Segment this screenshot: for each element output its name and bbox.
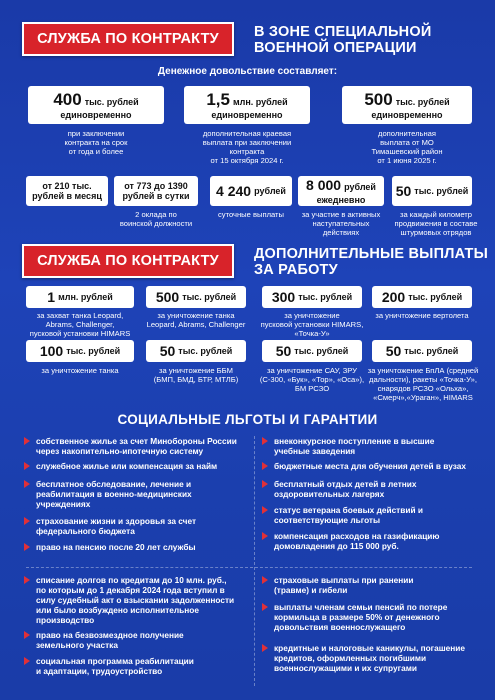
caption-helicopter: за уничтожение вертолета [375,311,469,320]
benefit-item [262,505,476,525]
row-divider [26,567,472,568]
triangle-bullet-icon [24,543,30,551]
benefit-text: страхование жизни и здоровья за счет федерального бюджета [36,516,197,536]
caption-sau: за уничтожение САУ, ЗРУ (С-300, «Бук», «Тор», «Оса»), БМ РСЗО [259,366,365,393]
benefit-item [24,656,252,676]
benefit-item [24,630,252,650]
triangle-bullet-icon [262,532,268,540]
caption-500k: дополнительная выплата от МО Тимашевский район от 1 июня 2025 г. [371,129,443,165]
triangle-bullet-icon [262,576,268,584]
column-divider [254,436,255,686]
caption-2-salaries: 2 оклада по воинской должности [119,210,193,228]
pay-subhead: Денежное довольствие составляет: [157,66,338,77]
triangle-bullet-icon [262,437,268,445]
card-300k: 300 тыс. рублей [262,286,362,308]
benefit-item [262,643,476,673]
triangle-bullet-icon [262,506,268,514]
triangle-bullet-icon [262,603,268,611]
benefit-item [262,461,476,471]
card-500k-tank: 500 тыс. рублей [146,286,246,308]
caption-tank: за уничтожение танка [41,366,119,375]
benefit-text: бесплатное обследование, лечение и реабилитация в военно-медицинских учреждениях [36,479,192,509]
triangle-bullet-icon [24,437,30,445]
benefit-text: бюджетные места для обучения детей в вузах [274,461,466,471]
card-400k: 400 тыс. рублей единовременно [28,86,164,124]
benefit-text: право на пенсию после 20 лет службы [36,542,196,552]
headline-extra-payments: ДОПОЛНИТЕЛЬНЫЕ ВЫПЛАТЫ ЗА РАБОТУ [254,246,488,278]
benefit-item [262,436,476,456]
caption-active-actions: за участие в активных наступательных действиях [301,210,381,237]
ribbon-text: СЛУЖБА ПО КОНТРАКТУ [37,31,219,47]
benefit-text: выплаты членам семьи пенсий по потере кормильца в размере 50% от денежного довольствия военнослужащего [274,602,448,632]
benefit-item [262,479,476,499]
benefit-text: списание долгов по кредитам до 10 млн. руб., по которым до 1 декабря 2024 года вступил в силу судебный акт о взыскании задолженности или было возбуждено исполнительное производство [36,575,235,625]
card-500k: 500 тыс. рублей единовременно [342,86,472,124]
benefit-item [24,575,252,625]
benefit-text: кредитные и налоговые каникулы, погашение кредитов, оформленных погибшими военнослужащими и их супругами [274,643,465,673]
card-50k-sau: 50 тыс. рублей [262,340,362,362]
card-773-1390-day: от 773 до 1390 рублей в сутки [114,176,198,206]
benefit-item [262,531,476,551]
triangle-bullet-icon [24,576,30,584]
ribbon-text: СЛУЖБА ПО КОНТРАКТУ [37,253,219,269]
card-200k: 200 тыс. рублей [372,286,472,308]
triangle-bullet-icon [24,517,30,525]
triangle-bullet-icon [262,644,268,652]
benefit-text: право на безвозмездное получение земельного участка [36,630,184,650]
benefit-item [262,602,476,632]
ribbon-contract-service-2 [22,244,234,278]
triangle-bullet-icon [24,462,30,470]
benefit-text: собственное жилье за счет Минобороны России через накопительно-ипотечную систему [36,436,237,456]
benefit-item [24,461,252,471]
caption-bbm: за уничтожение ББМ (БМП, БМД, БТР, МТЛБ) [153,366,239,384]
caption-per-km: за каждый километр продвижения в составе штурмовых отрядов [394,210,478,237]
triangle-bullet-icon [262,480,268,488]
headline-svo: В ЗОНЕ СПЕЦИАЛЬНОЙ ВОЕННОЙ ОПЕРАЦИИ [254,24,432,56]
benefit-text: бесплатный отдых детей в летних оздоровительных лагерях [274,479,417,499]
social-benefits-title: СОЦИАЛЬНЫЕ ЛЬГОТЫ И ГАРАНТИИ [117,412,378,427]
benefit-text: компенсация расходов на газификацию домовладения до 115 000 руб. [274,531,440,551]
caption-daily-allowance: суточные выплаты [217,210,284,219]
caption-capture-tank: за захват танка Leopard, Abrams, Challenger, пусковой установки HIMARS [29,311,131,338]
triangle-bullet-icon [262,462,268,470]
card-210k-month: от 210 тыс. рублей в месяц [26,176,108,206]
card-50k-uav: 50 тыс. рублей [372,340,472,362]
benefit-item [24,479,252,509]
triangle-bullet-icon [24,631,30,639]
caption-uav: за уничтожение БпЛА (средней дальности), ракеты «Точка-У», снарядов РСЗО «Ольха», «Смерч»,«Ураган», HIMARS [367,366,479,402]
benefit-text: страховые выплаты при ранении (травме) и гибели [274,575,414,595]
card-1m: 1 млн. рублей [26,286,134,308]
benefit-item [24,516,252,536]
ribbon-contract-service [22,22,234,56]
card-4240: 4 240 рублей [210,176,292,206]
benefit-item [262,575,476,595]
benefit-item [24,436,252,456]
benefit-text: статус ветерана боевых действий и соответствующие льготы [274,505,423,525]
card-50k-km: 50 тыс. рублей [392,176,472,206]
benefit-item [24,542,252,552]
card-8000-daily: 8 000 рублей ежедневно [298,176,384,206]
caption-400k: при заключении контракта на срок от года и более [64,129,128,156]
card-50k-bbm: 50 тыс. рублей [146,340,246,362]
benefit-text: служебное жилье или компенсация за найм [36,461,218,471]
caption-himars: за уничтожение пусковой установки HIMARS, «Точка-У» [260,311,364,338]
card-100k: 100 тыс. рублей [26,340,134,362]
caption-1-5m: дополнительная краевая выплата при заключении контракта от 15 октября 2024 г. [202,129,292,165]
caption-destroy-tank: за уничтожение танка Leopard, Abrams, Challenger [146,311,246,329]
benefit-text: внеконкурсное поступление в высшие учебные заведения [274,436,435,456]
triangle-bullet-icon [24,657,30,665]
triangle-bullet-icon [24,480,30,488]
benefit-text: социальная программа реабилитации и адаптации, трудоустройство [36,656,194,676]
card-1-5m: 1,5 млн. рублей единовременно [184,86,310,124]
